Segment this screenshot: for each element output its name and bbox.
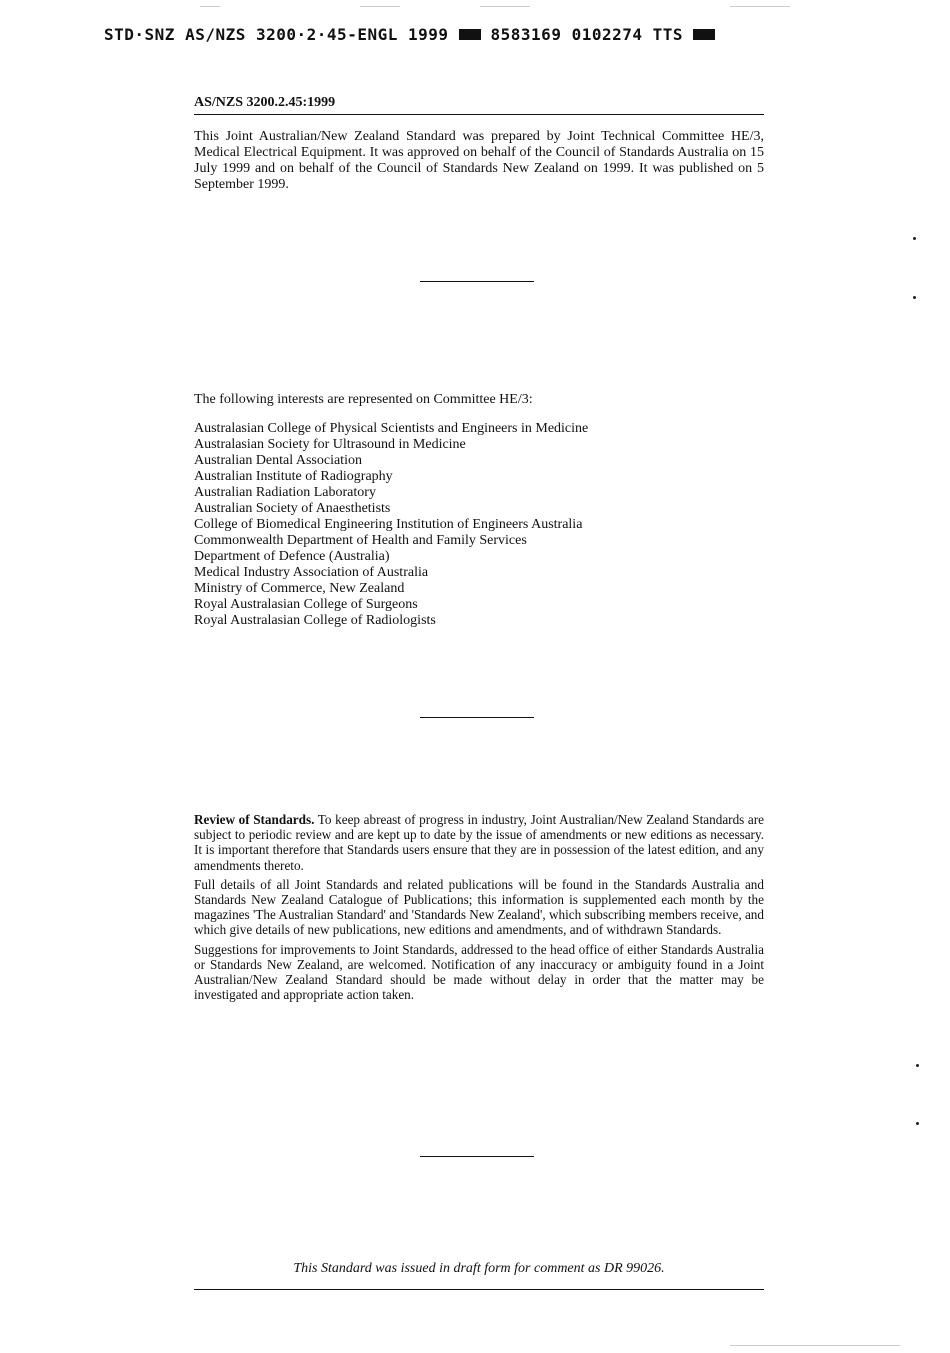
list-item: Australian Institute of Radiography xyxy=(194,469,393,484)
header-block-mark-end xyxy=(693,29,715,40)
separator-rule-1 xyxy=(420,281,534,282)
review-paragraph-2: Full details of all Joint Standards and related publications will be found in the Standards Australia and Standards New Zealand Catalogue of Publications; this information is supplemented each month by the magazines 'The Australian Standard' and 'Standards New Zealand', which subscribing members receive, and which give details of new publications, new editions and amendments, and of withdrawn Standards. xyxy=(194,876,764,938)
list-item: Australasian College of Physical Scientists and Engineers in Medicine xyxy=(194,421,589,436)
interests-intro: The following interests are represented on Committee HE/3: xyxy=(194,392,533,407)
draft-note: This Standard was issued in draft form for comment as DR 99026. xyxy=(194,1261,764,1290)
scan-speck xyxy=(913,237,916,240)
review-text-1: To keep abreast of progress in industry, Joint Australian/New Zealand Standards are subject to periodic review and are kept up to date by the issue of amendments or new editions as necessary. It is important therefore that Standards users ensure that they are in possession of the latest edition, and any amendments thereto. xyxy=(194,812,764,873)
review-paragraph-3: Suggestions for improvements to Joint Standards, addressed to the head office of either Standards Australia or Standards New Zealand, are welcomed. Notification of any inaccuracy or ambiguity found in a Joint Australian/New Zealand Standard should be made without delay in order that the matter may be investigated and appropriate action taken. xyxy=(194,941,764,1003)
list-item: Australasian Society for Ultrasound in Medicine xyxy=(194,437,466,452)
list-item: College of Biomedical Engineering Institution of Engineers Australia xyxy=(194,517,583,532)
list-item: Ministry of Commerce, New Zealand xyxy=(194,581,405,596)
scan-line xyxy=(200,6,220,7)
scan-speck xyxy=(916,1122,919,1125)
header-block-mark xyxy=(459,29,481,40)
scan-line xyxy=(730,6,790,7)
list-item: Medical Industry Association of Australia xyxy=(194,565,429,580)
document-header-code xyxy=(104,22,796,46)
review-section xyxy=(194,812,764,1006)
approval-paragraph: This Joint Australian/New Zealand Standard was prepared by Joint Technical Committee HE/3, Medical Electrical Equipment. It was approved on behalf of the Council of Standards Australia on 15 July 1999 and on behalf of the Council of Standards New Zealand on 1999. It was published on 5 September 1999. xyxy=(194,129,764,192)
scan-speck xyxy=(916,1064,919,1067)
list-item: Commonwealth Department of Health and Family Services xyxy=(194,533,527,548)
separator-rule-3 xyxy=(420,1156,534,1157)
list-item: Department of Defence (Australia) xyxy=(194,549,390,564)
header-code-part1: STD·SNZ AS/NZS 3200·2·45-ENGL 1999 xyxy=(104,24,449,44)
list-item: Royal Australasian College of Surgeons xyxy=(194,597,418,612)
standard-id: AS/NZS 3200.2.45:1999 xyxy=(194,95,764,115)
header-code-part2: 8583169 0102274 TTS xyxy=(490,24,684,44)
list-item: Australian Radiation Laboratory xyxy=(194,485,376,500)
scan-line xyxy=(730,1345,900,1346)
list-item: Royal Australasian College of Radiologists xyxy=(194,613,436,628)
list-item: Australian Society of Anaesthetists xyxy=(194,501,391,516)
scan-line xyxy=(360,6,400,7)
separator-rule-2 xyxy=(420,717,534,718)
review-heading: Review of Standards. xyxy=(194,812,315,827)
review-paragraph-1 xyxy=(194,812,764,873)
scan-line xyxy=(480,6,530,7)
interests-list xyxy=(194,421,588,629)
scan-speck xyxy=(913,296,916,299)
list-item: Australian Dental Association xyxy=(194,453,362,468)
